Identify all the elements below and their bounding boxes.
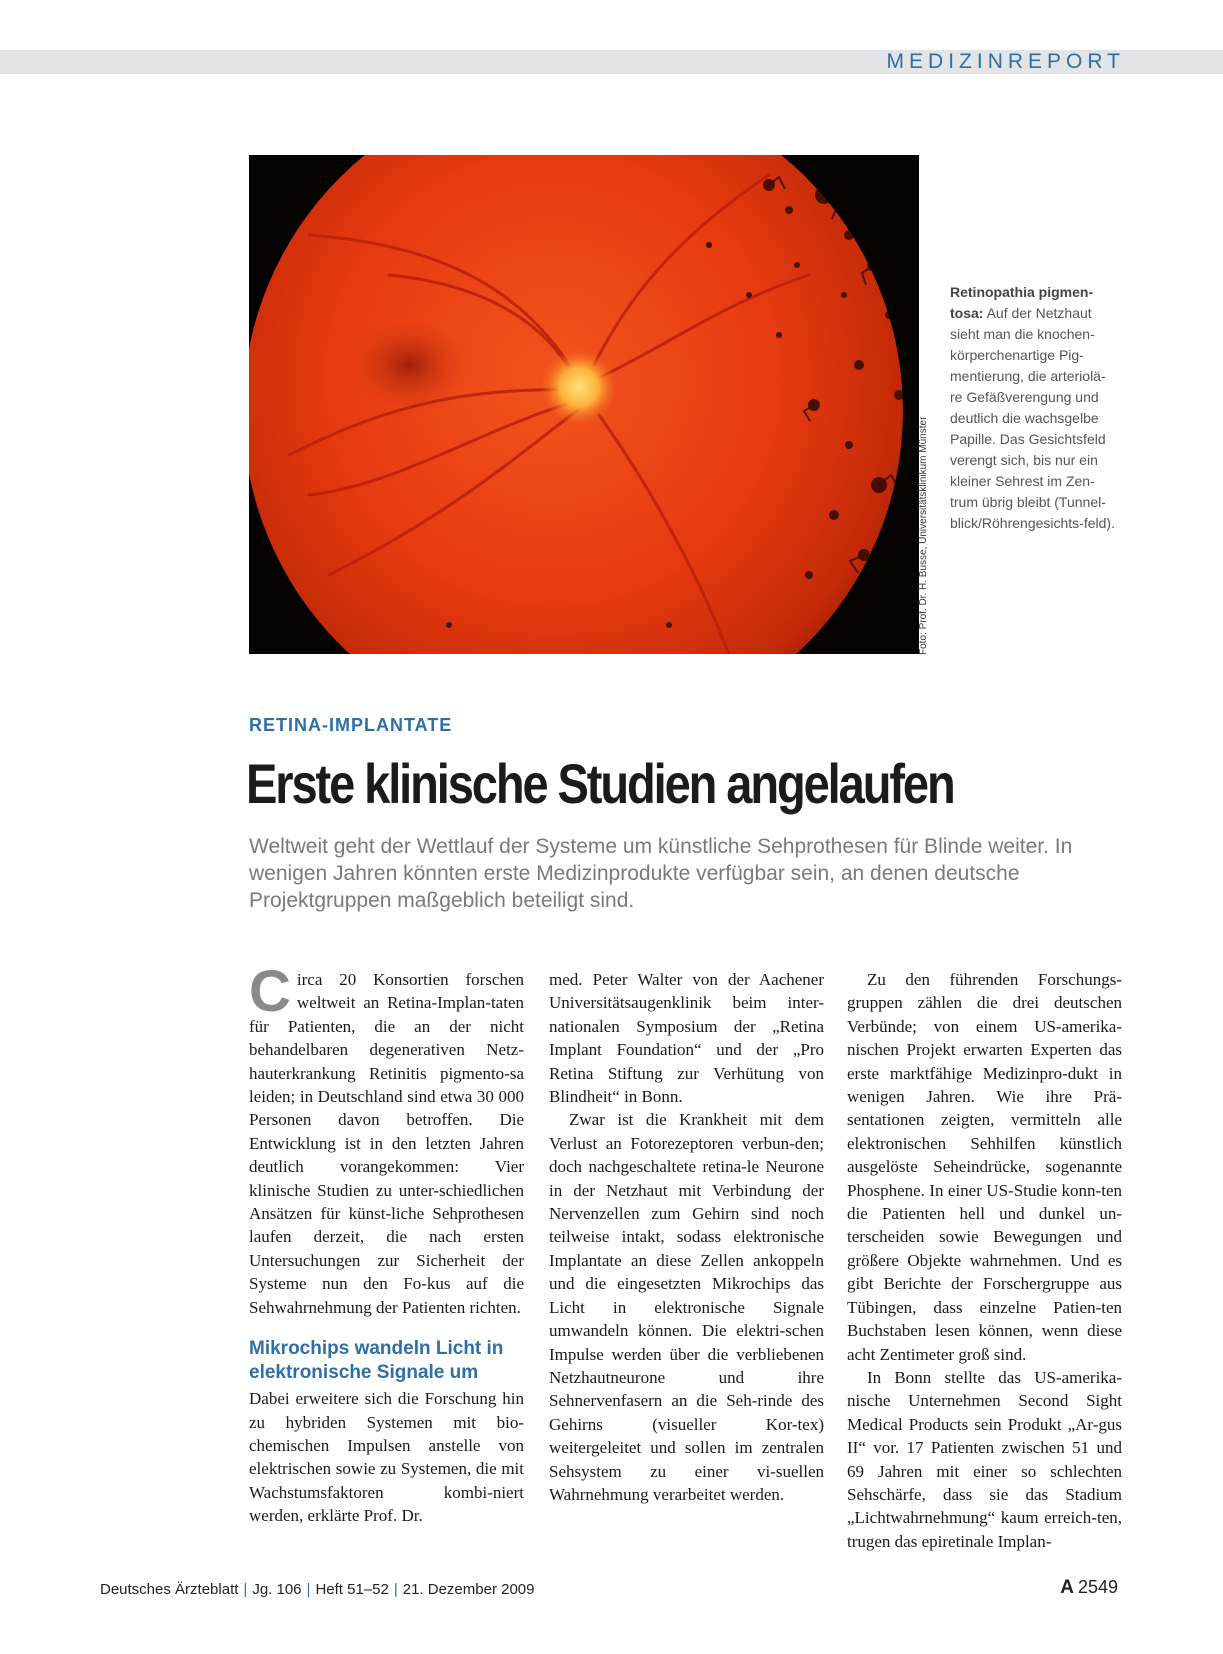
figure-caption — [950, 282, 1115, 534]
retina-fundus-photo — [249, 155, 919, 654]
paragraph-6: In Bonn stellte das US-amerika-nische Unternehmen Second Sight Medical Products sein Produkt „Ar-gus II“ vor. 17 Patienten zwischen 51 und 69 Jahren mit einer so schlechten Sehschärfe, dass sie das Stadium „Lichtwahrnehmung“ kaum erreich-ten, trugen das epiretinale Implan- — [847, 1367, 1122, 1551]
footer-separator: | — [243, 1581, 248, 1598]
footer-separator: | — [306, 1581, 311, 1598]
paragraph-5: Zu den führenden Forschungs-gruppen zählen die drei deutschen Verbünde; von einem US-amerika-nischen Projekt erwarten Experten das erste marktfähige Medizinpro-dukt in wenigen Jahren. Wie ihre Prä-sentationen zeigten, vermitteln alle elektronischen Sehhilfen künstlich ausgelöste Seheindrücke, sogenannte Phosphene. In einer US-Studie konn-ten die Patienten hell und dunkel un-terscheiden sowie Bewegungen und größere Objekte wahrnehmen. Und es gibt Berichte der Forschergruppe aus Tübingen, dass einzelne Patien-ten Buchstaben lesen können, wenn diese acht Zentimeter groß sind. — [847, 970, 1122, 1364]
article-subheading: Mikrochips wandeln Licht in elektronische Signale um — [249, 1338, 504, 1384]
page-number — [1060, 1577, 1118, 1599]
paragraph-3: med. Peter Walter von der Aachener Universitätsaugenklinik beim inter-nationalen Symposium der „Retina Implant Foundation“ und der „Pro Retina Stiftung zur Verhütung von Blindheit“ in Bonn. — [549, 970, 824, 1107]
paragraph-1 — [249, 959, 524, 1319]
footer-separator: | — [393, 1581, 398, 1598]
column-1 — [249, 959, 524, 1528]
caption-text: Auf der Netzhaut sieht man die knochen-körperchenartige Pig-mentierung, die arteriolä-re Gefäßverengung und deutlich die wachsgelbe Papille. Das Gesichtsfeld verengt sich, bis nur ein kleiner Sehrest im Zen-trum übrig bleibt (Tunnel-blick/Röhrengesichts-feld). — [950, 305, 1115, 531]
article-kicker: RETINA-IMPLANTATE — [249, 715, 453, 735]
page-number-value: 2549 — [1077, 1577, 1118, 1597]
caption-title: Retinopathia pigmen-tosa: — [950, 284, 1094, 321]
photo-credit: Foto: Prof. Dr. H. Busse, Universitätsklinikum Münster — [918, 416, 929, 655]
journal-volume: Jg. 106 — [252, 1581, 302, 1598]
section-label: MEDIZINREPORT — [886, 50, 1125, 73]
paragraph-4: Zwar ist die Krankheit mit dem Verlust an Fotorezeptoren verbun-den; doch nachgeschaltete retina-le Neurone in der Netzhaut mit Verbindung der Nervenzellen zum Gehirn sind noch teilweise intakt, sodass elektronische Implantate an diese Zellen ankoppeln und die eingesetzten Mikrochips das Licht in elektronische Signale umwandeln können. Die elektri-schen Impulse werden über die verbliebenen Netzhautneurone und ihre Sehnervenfasern an die Seh-rinde des Gehirns (visueller Kor-tex) weitergeleitet und sollen im zentralen Sehsystem zu einer vi-suellen Wahrnehmung verarbeitet werden. — [549, 1110, 824, 1504]
drop-cap: C — [249, 959, 291, 1024]
column-3 — [847, 968, 1122, 1553]
page-footer — [100, 1581, 534, 1598]
issue-date: 21. Dezember 2009 — [402, 1581, 535, 1598]
article-title: Erste klinische Studien angelaufen — [246, 752, 954, 815]
fundus-image — [249, 155, 919, 654]
journal-name: Deutsches Ärzteblatt — [100, 1581, 239, 1598]
paragraph-2: Dabei erweitere sich die Forschung hin zu hybriden Systemen mit bio-chemischen Impulsen anstelle von elektrischen sowie zu Systemen, die mit Wachstumsfaktoren kombi-niert werden, erklärte Prof. Dr. — [249, 1389, 524, 1526]
column-2 — [549, 968, 824, 1506]
journal-issue: Heft 51–52 — [315, 1581, 389, 1598]
page-prefix: A — [1060, 1577, 1074, 1598]
article-lead: Weltweit geht der Wettlauf der Systeme um künstliche Sehprothesen für Blinde weiter. In wenigen Jahren könnten erste Medizinprodukte verfügbar sein, an denen deutsche Projektgruppen maßgeblich beteiligt sind. — [249, 835, 1073, 912]
paragraph-1-text: irca 20 Konsortien forschen weltweit an Retina-Implan-taten für Patienten, die an der nicht behandelbaren degenerativen Netz-hauterkrankung Retinitis pigmento-sa leiden; in Deutschland sind etwa 30 000 Personen davon betroffen. Die Entwicklung ist in den letzten Jahren deutlich vorangekommen: Vier klinische Studien zu unter-schiedlichen Ansätzen für künst-liche Sehprothesen laufen derzeit, die nach ersten Untersuchungen zur Sicherheit der Systeme nun den Fo-kus auf die Sehwahrnehmung der Patienten richten. — [249, 970, 524, 1317]
